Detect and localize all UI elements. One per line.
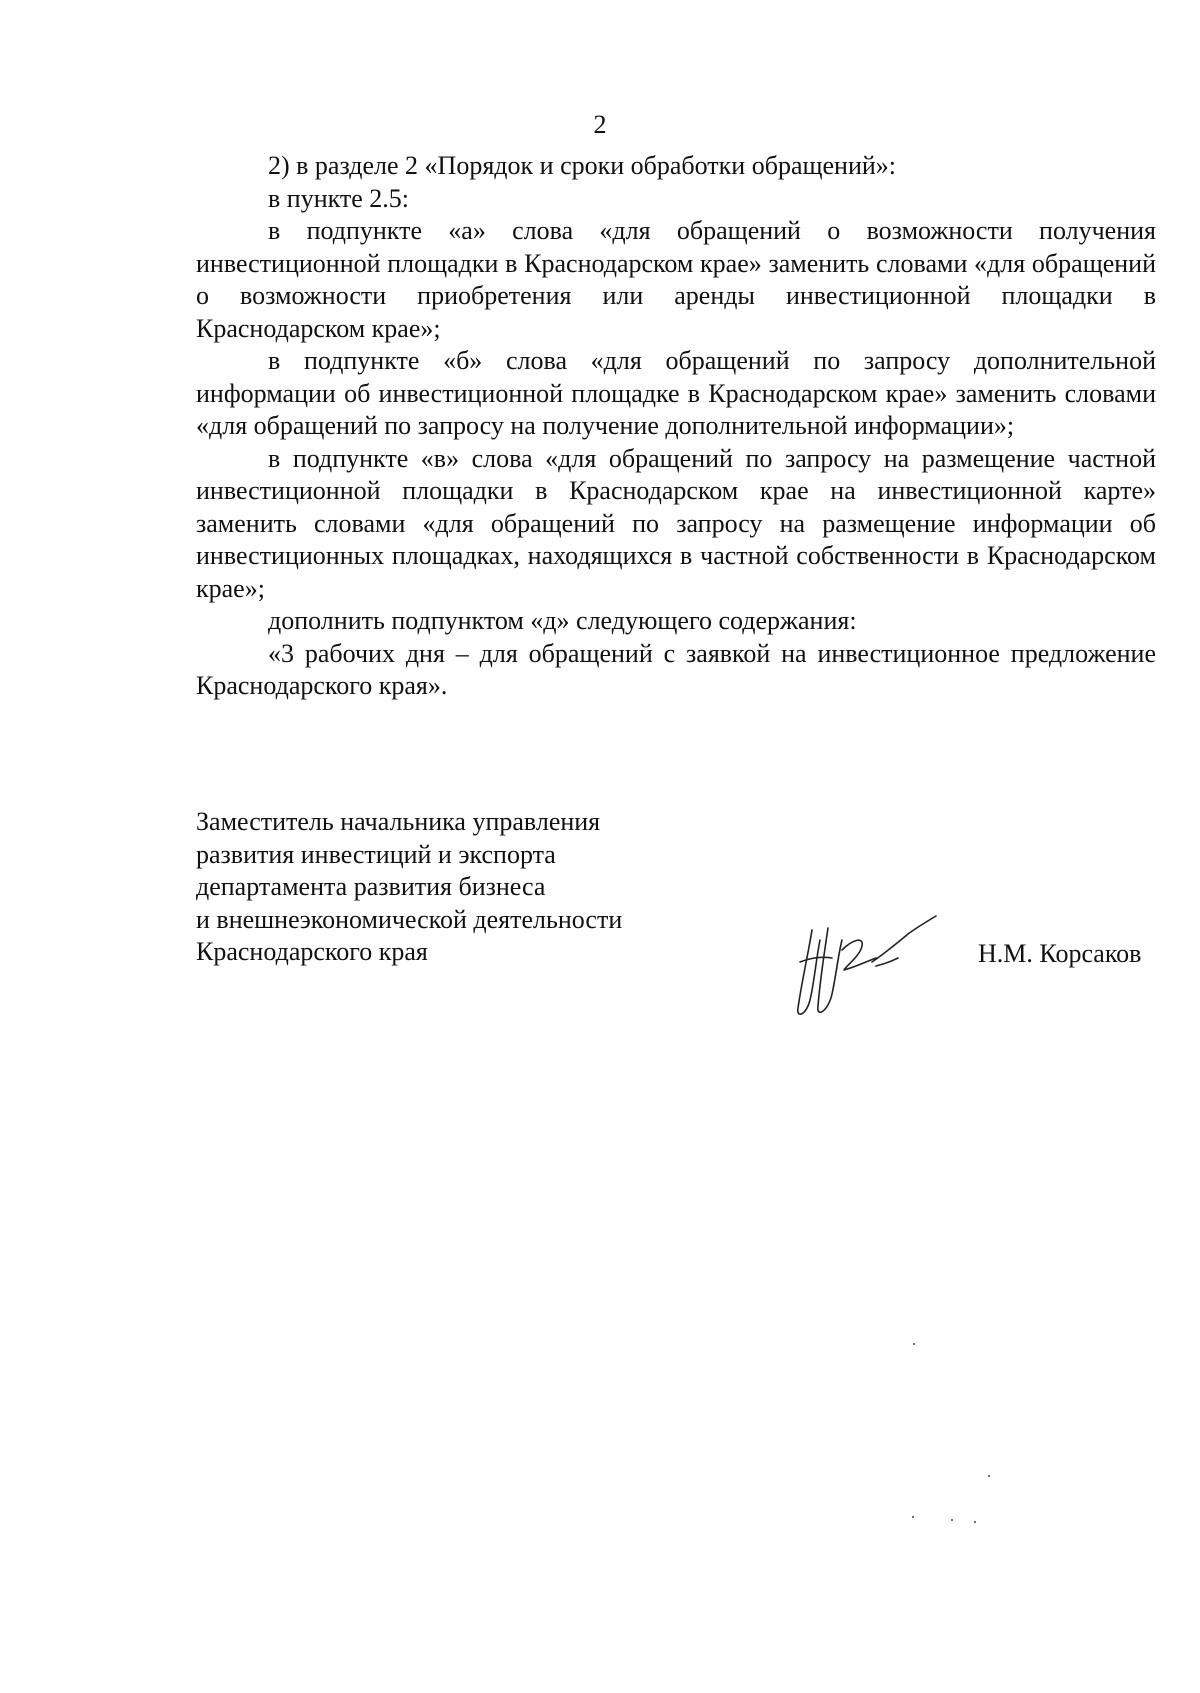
scan-speck (912, 1516, 914, 1518)
paragraph-subpoint-b: в подпункте «б» слова «для обращений по запросу дополнительной информации об инвестиционной площадке в Краснодарском крае» заменить словами «для обращений по запросу на получение дополнительной информации»; (196, 346, 1156, 440)
position-line: и внешнеэкономической деятельности (196, 904, 623, 934)
paragraph-add-subpoint-d: дополнить подпунктом «д» следующего содержания: (268, 606, 857, 635)
position-line: Заместитель начальника управления (196, 807, 601, 836)
page-number: 2 (593, 110, 607, 139)
paragraph-subpoint-v: в подпункте «в» слова «для обращений по запросу на размещение частной инвестиционной площадки в Краснодарском крае на инвестиционной карте» заменить словами «для обращений по запросу на размещение информации об инвестиционных площадках, находящихся в частной собственности в Краснодарском крае»; (196, 443, 1156, 603)
scan-speck (913, 1343, 915, 1345)
handwritten-signature (780, 900, 940, 1020)
scan-speck (951, 1519, 953, 1521)
scan-speck (988, 1475, 990, 1477)
position-line: Краснодарского края (196, 937, 428, 966)
position-line: департамента развития бизнеса (196, 872, 546, 901)
scan-speck (974, 1521, 976, 1523)
signatory-name: Н.М. Корсаков (978, 939, 1142, 968)
paragraph-subpoint-a: в подпункте «а» слова «для обращений о возможности получения инвестиционной площадки в Краснодарском крае» заменить словами «для обращений о возможности приобретения или аренды инвестиционной площадки в Краснодарском крае»; (196, 216, 1156, 343)
signatory-position (196, 806, 716, 969)
paragraph-section-2: 2) в разделе 2 «Порядок и сроки обработки обращений»: (268, 151, 897, 180)
document-body (196, 150, 1156, 703)
paragraph-point-2-5: в пункте 2.5: (268, 183, 410, 213)
paragraph-subpoint-d-text: «3 рабочих дня – для обращений с заявкой на инвестиционное предложение Краснодарского края». (196, 638, 1156, 700)
position-line: развития инвестиций и экспорта (196, 839, 556, 869)
